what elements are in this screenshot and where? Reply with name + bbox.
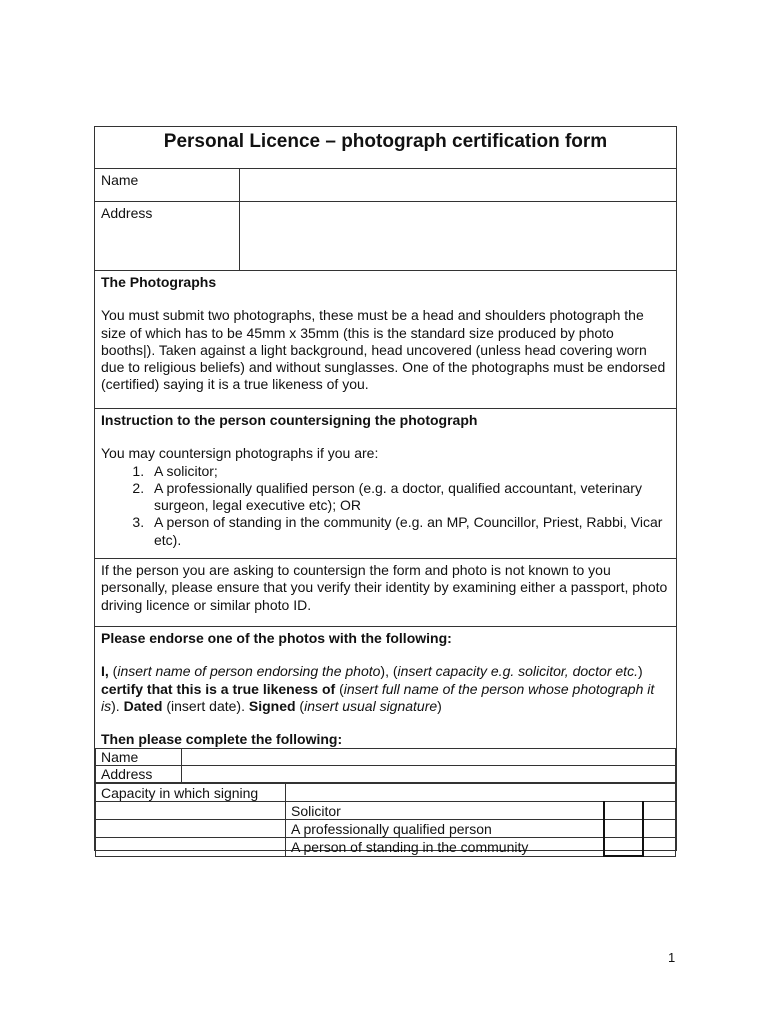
list-item: 1. A solicitor; — [148, 463, 670, 480]
signer-address-field[interactable] — [182, 766, 676, 783]
table-row — [96, 802, 676, 820]
photographs-section — [95, 271, 676, 409]
list-item: 3. A person of standing in the community (e.g. an MP, Councillor, Priest, Rabbi, Vicar etc). — [148, 514, 670, 549]
certification-form — [94, 126, 677, 856]
then-heading: Then please complete the following: — [101, 731, 343, 748]
table-row — [96, 766, 676, 783]
option-professional-checkbox[interactable] — [604, 820, 643, 838]
form-title: Personal Licence – photograph certification form — [95, 127, 676, 169]
verify-section — [95, 559, 676, 627]
address-row — [95, 202, 676, 271]
name-row — [95, 169, 676, 202]
endorse-heading: Please endorse one of the photos with the following: — [101, 630, 452, 646]
address-label: Address — [95, 202, 240, 270]
option-standing-label: A person of standing in the community — [286, 838, 605, 857]
table-row — [96, 749, 676, 766]
photographs-body: You must submit two photographs, these must be a head and shoulders photograph the size of which has to be 45mm x 35mm (this is the standard size produced by photo booths|). Taken against a light background, head uncovered (unless head covering worn due to religious beliefs) and without sunglasses. One of the photographs must be endorsed (certified) saying it is a true likeness of you. — [101, 307, 666, 393]
verify-text: If the person you are asking to countersign the form and photo is not known to you personally, please ensure that you verify their identity by examining either a passport, photo driving licence or similar photo ID. — [101, 562, 668, 613]
endorse-section — [95, 627, 676, 856]
table-row — [96, 820, 676, 838]
capacity-table — [95, 783, 676, 857]
capacity-label: Capacity in which signing — [96, 784, 286, 802]
option-standing-checkbox[interactable] — [604, 838, 643, 857]
photographs-heading: The Photographs — [101, 274, 217, 290]
signer-name-label: Name — [96, 749, 182, 766]
signer-address-label: Address — [96, 766, 182, 783]
signer-details-table — [95, 748, 676, 783]
name-field[interactable] — [240, 169, 676, 201]
name-label: Name — [95, 169, 240, 201]
option-solicitor-label: Solicitor — [286, 802, 605, 820]
capacity-field — [286, 784, 676, 802]
instruction-heading: Instruction to the person countersigning the photograph — [101, 412, 478, 428]
address-field[interactable] — [240, 202, 676, 270]
page-number: 1 — [668, 950, 676, 965]
table-row — [96, 838, 676, 857]
option-professional-label: A professionally qualified person — [286, 820, 605, 838]
signer-name-field[interactable] — [182, 749, 676, 766]
endorse-statement: I, (insert name of person endorsing the photo), (insert capacity e.g. solicitor, doctor etc.) certify that this is a true likeness of (insert full name of the person whose photograph it is). Dated (insert date). Signed (insert usual signature) — [101, 663, 655, 714]
option-solicitor-checkbox[interactable] — [604, 802, 643, 820]
countersigner-list — [101, 463, 670, 549]
instruction-section — [95, 409, 676, 559]
list-item: 2. A professionally qualified person (e.g. a doctor, qualified accountant, veterinary surgeon, legal executive etc); OR — [148, 480, 670, 515]
instruction-intro: You may countersign photographs if you are: — [101, 445, 379, 462]
table-row — [96, 784, 676, 802]
